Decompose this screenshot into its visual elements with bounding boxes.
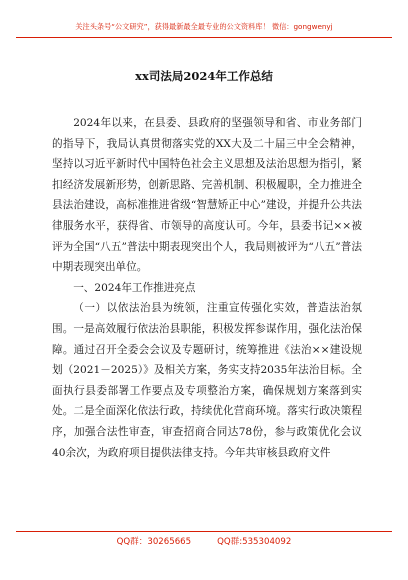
footer-qq-left: QQ群：30265665 xyxy=(116,537,192,547)
document-body xyxy=(52,113,362,463)
subsection-paragraph: （一）以依法治县为统领，注重宣传强化实效，普造法治氛围。一是高效履行依法治县职能，积极发挥参谋作用，强化法治保障。通过召开全委会会议及专题研讨，统筹推进《法治××建设规划（2021－2025）》及相关方案，务实支持2035年法治目标。全面执行县委部署工作要点及专项整治方案，确保规划方案落到实处。二是全面深化依法行政，持续优化营商环境。落实行政决策程序，加强合法性审查，审查招商合同达78份，参与政策优化会议40余次，为政府项目提供法律支持。今年共审核县政府文件 xyxy=(52,302,362,459)
footer-divider xyxy=(16,531,392,532)
header-banner: 关注头条号“公文研究”，获得最新最全最专业的公文资料库！ 微信：gongwenyj xyxy=(75,22,333,31)
document-title: xx司法局2024年工作总结 xyxy=(135,69,273,83)
intro-paragraph: 2024年以来，在县委、县政府的坚强领导和省、市业务部门的指导下，我局认真贯彻落实党的XX大及二十届三中全会精神，坚持以习近平新时代中国特色社会主义思想及法治思想为指引，紧扣经济发展新形势，创新思路、完善机制、积极履职，全力推进全县法治建设，高标准推进省级“智慧矫正中心”建设，并提升公共法律服务水平，获得省、市领导的高度认可。今年，县委书记××被评为全国“八五”普法中期表现突出个人，我局则被评为“八五”普法中期表现突出单位。 xyxy=(52,117,362,274)
section-heading: 一、2024年工作推进亮点 xyxy=(73,281,196,294)
footer xyxy=(0,535,408,547)
header-divider xyxy=(16,37,392,38)
footer-qq-right: QQ群:535304092 xyxy=(217,537,292,547)
